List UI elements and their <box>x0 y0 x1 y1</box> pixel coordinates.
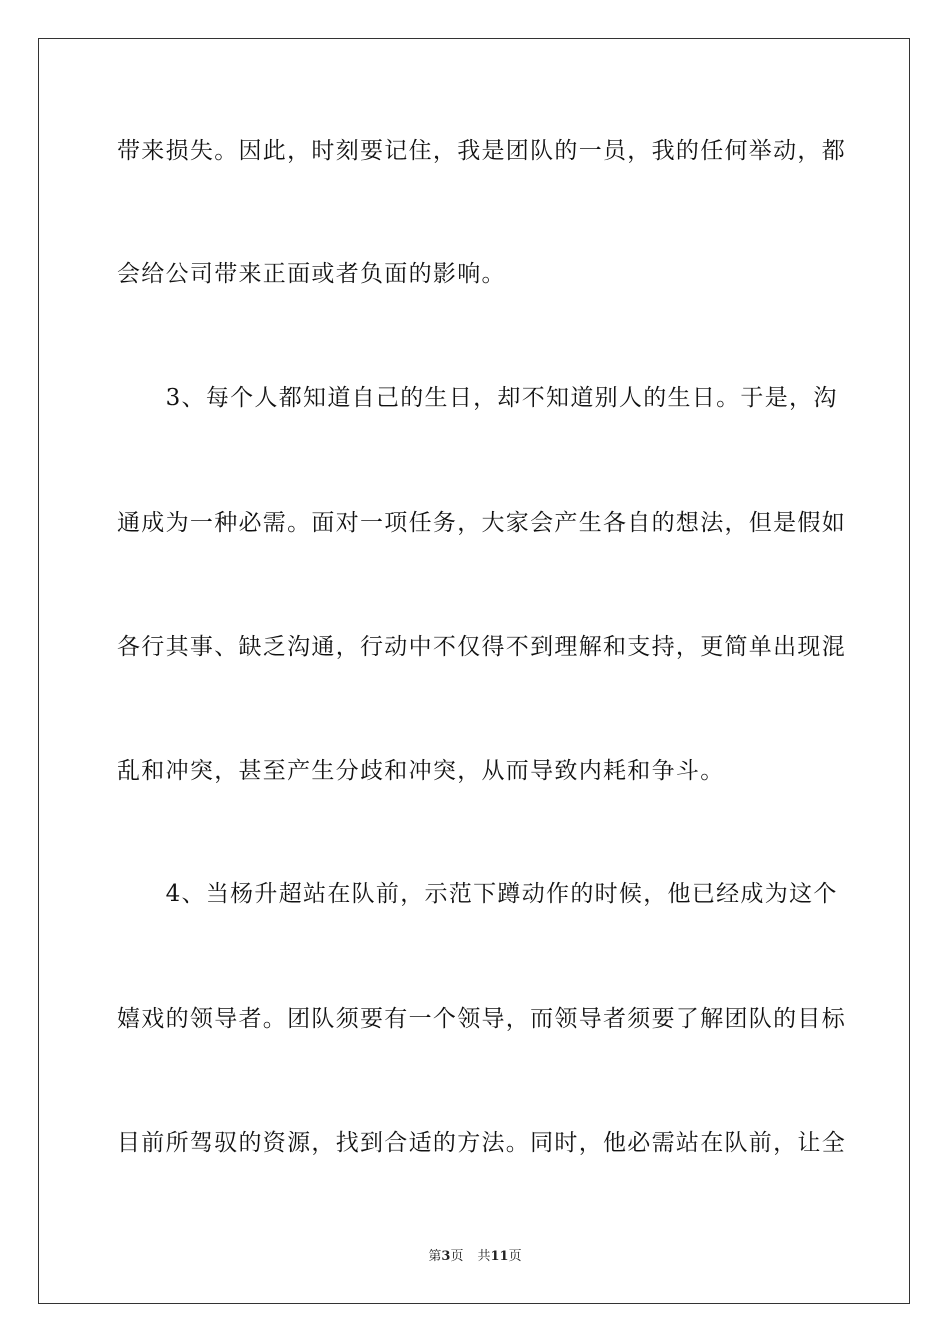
body-line-6: 乱和冲突，甚至产生分歧和冲突，从而导致内耗和争斗。 <box>117 758 725 784</box>
page-number: 第3页 <box>428 1249 464 1264</box>
body-line-3: 3、每个人都知道自己的生日，却不知道别人的生日。于是，沟 <box>117 385 838 411</box>
body-line-1: 带来损失。因此，时刻要记住，我是团队的一员，我的任何举动，都 <box>117 138 846 164</box>
body-line-9: 目前所驾驭的资源，找到合适的方法。同时，他必需站在队前，让全 <box>117 1130 846 1156</box>
page-border <box>38 38 910 1304</box>
body-line-2: 会给公司带来正面或者负面的影响。 <box>117 261 506 287</box>
page-footer <box>0 1248 950 1266</box>
body-line-4: 通成为一种必需。面对一项任务，大家会产生各自的想法，但是假如 <box>117 510 846 536</box>
body-line-7: 4、当杨升超站在队前，示范下蹲动作的时候，他已经成为这个 <box>117 881 838 907</box>
body-line-8: 嬉戏的领导者。团队须要有一个领导，而领导者须要了解团队的目标 <box>117 1006 846 1032</box>
page-total: 共11页 <box>477 1249 522 1264</box>
body-line-5: 各行其事、缺乏沟通，行动中不仅得不到理解和支持，更简单出现混 <box>117 634 846 660</box>
